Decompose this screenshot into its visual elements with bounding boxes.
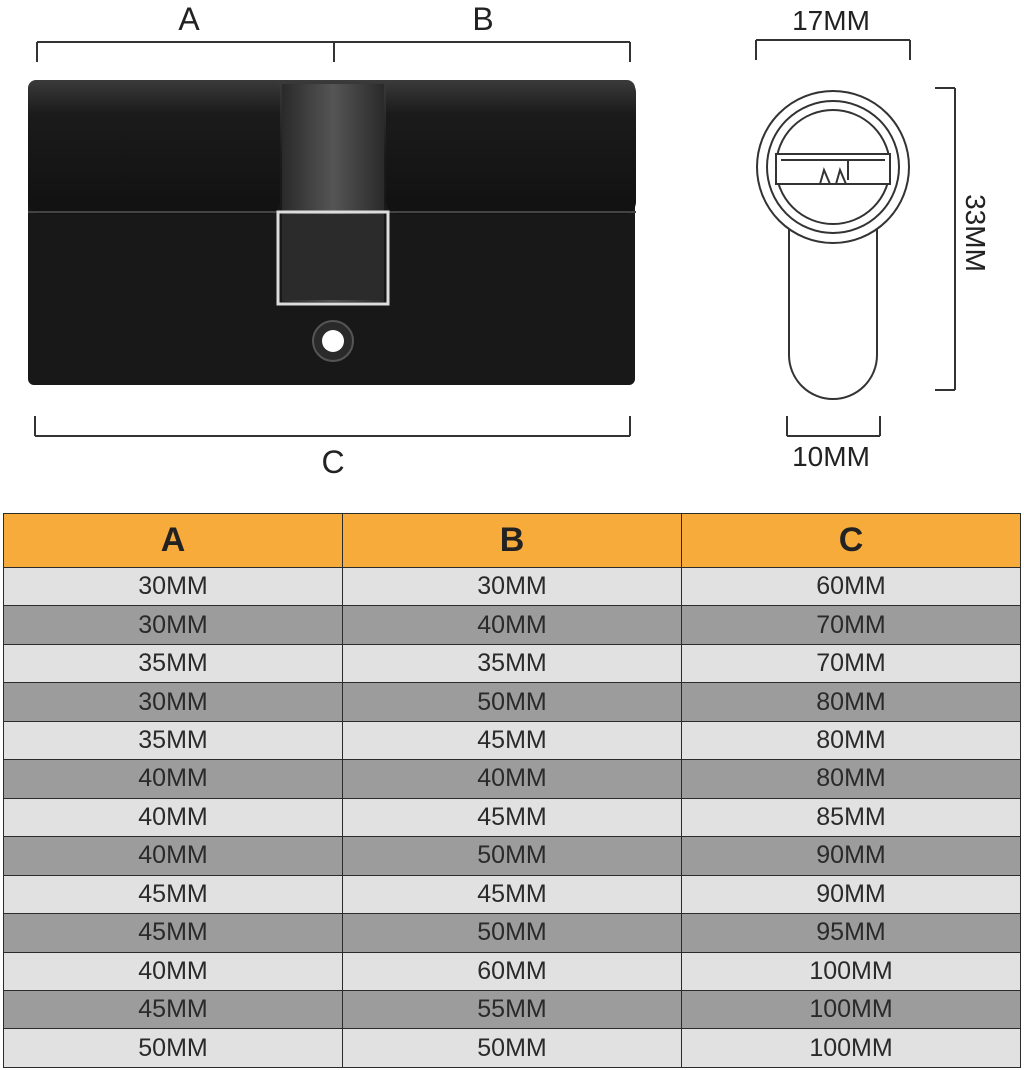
cell-b: 50MM xyxy=(343,683,682,721)
cell-a: 45MM xyxy=(4,914,343,952)
height-33mm-label: 33MM xyxy=(960,194,991,272)
cell-a: 45MM xyxy=(4,990,343,1028)
table-row xyxy=(4,798,1021,836)
cell-a: 40MM xyxy=(4,798,343,836)
cell-b: 45MM xyxy=(343,875,682,913)
cell-a: 30MM xyxy=(4,568,343,606)
cell-b: 55MM xyxy=(343,990,682,1028)
dimension-a-label: A xyxy=(178,1,200,37)
cell-a: 35MM xyxy=(4,644,343,682)
cell-a: 30MM xyxy=(4,683,343,721)
table-row xyxy=(4,1029,1021,1068)
width-17mm-label: 17MM xyxy=(792,5,870,36)
cylinder-diagram xyxy=(0,0,1024,505)
cell-c: 100MM xyxy=(682,990,1021,1028)
table-row xyxy=(4,875,1021,913)
width-17mm-bracket xyxy=(756,40,910,60)
header-a: A xyxy=(4,514,343,568)
cell-b: 50MM xyxy=(343,914,682,952)
table-row xyxy=(4,683,1021,721)
cell-a: 45MM xyxy=(4,875,343,913)
cell-c: 100MM xyxy=(682,952,1021,990)
cylinder-side-view xyxy=(28,80,636,385)
dimension-b-label: B xyxy=(472,1,494,37)
cell-a: 35MM xyxy=(4,721,343,759)
cell-c: 90MM xyxy=(682,875,1021,913)
table-row xyxy=(4,721,1021,759)
height-33mm-bracket xyxy=(935,88,955,390)
table-row xyxy=(4,760,1021,798)
cylinder-end-view xyxy=(757,91,909,399)
cell-c: 60MM xyxy=(682,568,1021,606)
cell-c: 80MM xyxy=(682,760,1021,798)
table-row xyxy=(4,990,1021,1028)
table-row xyxy=(4,837,1021,875)
dimension-c-label: C xyxy=(321,444,345,480)
cell-c: 70MM xyxy=(682,644,1021,682)
cell-a: 40MM xyxy=(4,760,343,798)
cell-a: 50MM xyxy=(4,1029,343,1068)
cell-c: 80MM xyxy=(682,721,1021,759)
header-b: B xyxy=(343,514,682,568)
cell-a: 40MM xyxy=(4,952,343,990)
cell-c: 70MM xyxy=(682,606,1021,644)
cam-10mm-bracket xyxy=(787,416,880,436)
cell-c: 95MM xyxy=(682,914,1021,952)
cell-b: 30MM xyxy=(343,568,682,606)
cell-a: 30MM xyxy=(4,606,343,644)
cell-c: 85MM xyxy=(682,798,1021,836)
cell-a: 40MM xyxy=(4,837,343,875)
header-c: C xyxy=(682,514,1021,568)
table-row xyxy=(4,644,1021,682)
cell-b: 60MM xyxy=(343,952,682,990)
dimension-c-bracket xyxy=(35,416,630,436)
table-row xyxy=(4,952,1021,990)
size-table xyxy=(3,513,1021,1068)
dimension-a-bracket xyxy=(37,42,630,62)
cell-b: 40MM xyxy=(343,760,682,798)
cell-c: 90MM xyxy=(682,837,1021,875)
table-header-row xyxy=(4,514,1021,568)
cell-b: 50MM xyxy=(343,1029,682,1068)
table-row xyxy=(4,606,1021,644)
cell-b: 50MM xyxy=(343,837,682,875)
cell-b: 35MM xyxy=(343,644,682,682)
cell-b: 45MM xyxy=(343,798,682,836)
cell-c: 100MM xyxy=(682,1029,1021,1068)
table-row xyxy=(4,914,1021,952)
cell-b: 45MM xyxy=(343,721,682,759)
cell-b: 40MM xyxy=(343,606,682,644)
cell-c: 80MM xyxy=(682,683,1021,721)
cam-10mm-label: 10MM xyxy=(792,441,870,472)
table-row xyxy=(4,568,1021,606)
